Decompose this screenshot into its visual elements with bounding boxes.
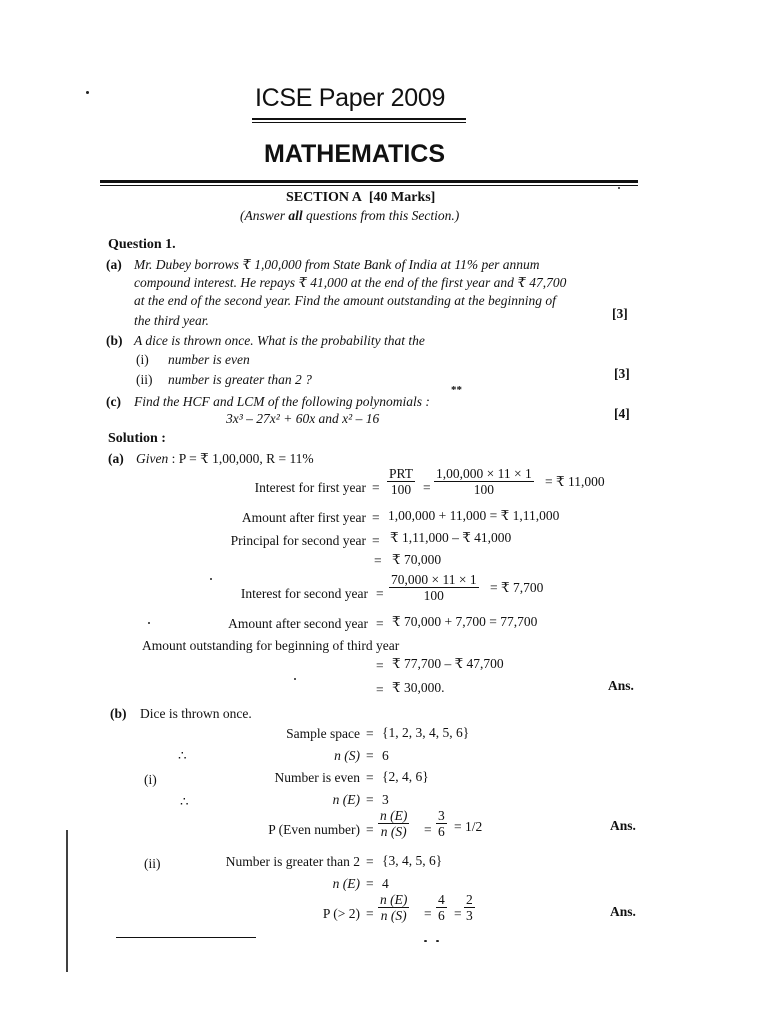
outstanding-result: ₹ 30,000. (392, 680, 445, 695)
amount2-label: Amount after second year (228, 616, 368, 631)
subject-title: MATHEMATICS (264, 140, 445, 168)
principal2-label: Principal for second year (230, 533, 366, 548)
interest1-label: Interest for first year (254, 480, 366, 495)
equals-sign: = (366, 770, 374, 785)
question-a-line: compound interest. He repays ₹ 41,000 at the end of the first year and ₹ 47,700 (134, 275, 567, 290)
solution-a-given (136, 451, 314, 467)
interest1-formula-fraction (387, 466, 415, 497)
question-b-ii-text: number is greater than 2 ? (168, 372, 312, 387)
question-c-polynomials: 3x³ – 27x² + 60x and x² – 16 (226, 411, 380, 426)
scan-speck (148, 622, 150, 624)
question-b-i-text: number is even (168, 352, 250, 367)
outstanding-calc: ₹ 77,700 – ₹ 47,700 (392, 656, 504, 671)
scan-speck (618, 187, 620, 189)
answer-marker: Ans. (608, 678, 634, 693)
interest1-values-fraction (434, 466, 534, 497)
left-margin-mark (66, 830, 68, 972)
section-instruction (240, 208, 459, 224)
amount2-value: ₹ 70,000 + 7,700 = 77,700 (392, 614, 538, 629)
question-a-line: Mr. Dubey borrows ₹ 1,00,000 from State Bank of India at 11% per annum (134, 257, 540, 272)
equals-sign: = (366, 876, 374, 891)
question-a-line: the third year. (134, 313, 209, 328)
header-rule-thick (100, 180, 638, 183)
instruction-pre: (Answer (240, 208, 289, 223)
p-gt2-value-fraction (436, 892, 447, 923)
ns-label: n (S) (334, 748, 360, 763)
solution-b-ii-tag: (ii) (144, 856, 161, 871)
ne2-value: 4 (382, 876, 389, 891)
question-b-ii-tag: (ii) (136, 372, 153, 387)
equals-sign: = (366, 822, 374, 837)
question-label: Question 1. (108, 237, 176, 252)
title-underline-thin (252, 122, 466, 123)
equals-sign: = (366, 906, 374, 921)
amount1-value: 1,00,000 + 11,000 = ₹ 1,11,000 (388, 508, 560, 523)
fraction-denominator: 6 (438, 908, 445, 923)
interest2-label: Interest for second year (240, 586, 368, 601)
outstanding-label: Amount outstanding for beginning of third year (142, 638, 400, 653)
interest1-result: = ₹ 11,000 (545, 474, 605, 489)
ne2-label: n (E) (332, 876, 360, 891)
section-name: SECTION A (286, 190, 362, 205)
section-heading (286, 190, 435, 206)
fraction-denominator: 100 (473, 482, 494, 497)
scan-speck (210, 578, 212, 580)
scan-speck (436, 940, 439, 942)
given-label: Given (136, 451, 169, 466)
title-underline (252, 118, 466, 120)
solution-label: Solution : (108, 431, 166, 446)
question-c-text: Find the HCF and LCM of the following polynomials : (134, 394, 430, 409)
question-a-tag: (a) (106, 257, 122, 272)
p-gt2-simplified-fraction (464, 892, 475, 923)
instruction-post: questions from this Section.) (302, 208, 460, 223)
equals-sign: = (454, 906, 462, 921)
scan-speck (424, 940, 427, 942)
equals-sign: = (372, 510, 380, 525)
p-even-fraction (378, 808, 409, 839)
gt2-label: Number is greater than 2 (225, 854, 360, 869)
p-even-value-fraction (436, 808, 447, 839)
equals-sign: = (424, 822, 432, 837)
p-even-result: = 1/2 (454, 819, 483, 834)
given-values: : P = ₹ 1,00,000, R = 11% (171, 451, 314, 466)
fraction-numerator: 2 (466, 892, 473, 907)
therefore-symbol: ∴ (178, 748, 187, 763)
gt2-value: {3, 4, 5, 6} (382, 853, 443, 868)
equals-sign: = (376, 658, 384, 673)
equals-sign: = (376, 682, 384, 697)
p-gt2-fraction (378, 892, 409, 923)
principal2-value: ₹ 1,11,000 – ₹ 41,000 (390, 530, 512, 545)
equals-sign: = (366, 854, 374, 869)
fraction-numerator: 70,000 × 11 × 1 (391, 572, 477, 587)
interest2-result: = ₹ 7,700 (490, 580, 544, 595)
scan-speck (86, 91, 89, 94)
question-b-tag: (b) (106, 333, 123, 348)
equals-sign: = (424, 906, 432, 921)
question-a-line: at the end of the second year. Find the amount outstanding at the beginning of (134, 293, 556, 308)
instruction-bold: all (288, 208, 303, 223)
equals-sign: = (366, 792, 374, 807)
p-even-label: P (Even number) (268, 822, 360, 837)
equals-sign: = (372, 533, 380, 548)
fraction-denominator: 3 (466, 908, 473, 923)
p-gt2-label: P (> 2) (322, 906, 360, 921)
therefore-symbol: ∴ (180, 794, 189, 809)
fraction-numerator: 4 (438, 892, 445, 907)
solution-b-i-tag: (i) (144, 772, 157, 787)
solution-b-tag: (b) (110, 706, 127, 721)
header-rule-thin (100, 185, 638, 186)
footnote-rule (116, 937, 256, 938)
question-c-tag: (c) (106, 394, 121, 409)
fraction-denominator: 6 (438, 824, 445, 839)
fraction-denominator: n (S) (380, 908, 407, 923)
equals-sign: = (366, 726, 374, 741)
equals-sign: = (374, 553, 382, 568)
solution-a-tag: (a) (108, 451, 124, 466)
answer-marker: Ans. (610, 904, 636, 919)
interest2-fraction (389, 572, 479, 603)
amount1-label: Amount after first year (241, 510, 366, 525)
equals-sign: = (423, 480, 431, 495)
paper-title: ICSE Paper 2009 (255, 84, 446, 112)
question-a-marks: [3] (612, 306, 628, 321)
ne1-value: 3 (382, 792, 389, 807)
question-c-stars: ** (451, 384, 462, 396)
principal2-result: ₹ 70,000 (392, 552, 442, 567)
equals-sign: = (366, 748, 374, 763)
fraction-numerator: 1,00,000 × 11 × 1 (436, 466, 532, 481)
even-label: Number is even (274, 770, 360, 785)
fraction-denominator: n (S) (380, 824, 407, 839)
fraction-numerator: n (E) (380, 808, 408, 823)
scan-speck (294, 678, 296, 680)
sample-space-value: {1, 2, 3, 4, 5, 6} (382, 725, 470, 740)
question-b-i-tag: (i) (136, 352, 149, 367)
even-value: {2, 4, 6} (382, 769, 429, 784)
solution-b-intro: Dice is thrown once. (140, 706, 252, 721)
sample-space-label: Sample space (286, 726, 360, 741)
question-c-marks: [4] (614, 406, 630, 421)
fraction-numerator: 3 (438, 808, 445, 823)
question-b-text: A dice is thrown once. What is the probability that the (134, 333, 425, 348)
equals-sign: = (376, 586, 384, 601)
answer-marker: Ans. (610, 818, 636, 833)
fraction-numerator: n (E) (380, 892, 408, 907)
ns-value: 6 (382, 748, 389, 763)
fraction-denominator: 100 (390, 482, 412, 497)
fraction-numerator: PRT (389, 466, 413, 481)
section-marks: [40 Marks] (368, 190, 436, 205)
equals-sign: = (376, 616, 384, 631)
ne1-label: n (E) (332, 792, 360, 807)
question-b-marks: [3] (614, 366, 630, 381)
fraction-denominator: 100 (423, 588, 444, 603)
equals-sign: = (372, 480, 380, 495)
